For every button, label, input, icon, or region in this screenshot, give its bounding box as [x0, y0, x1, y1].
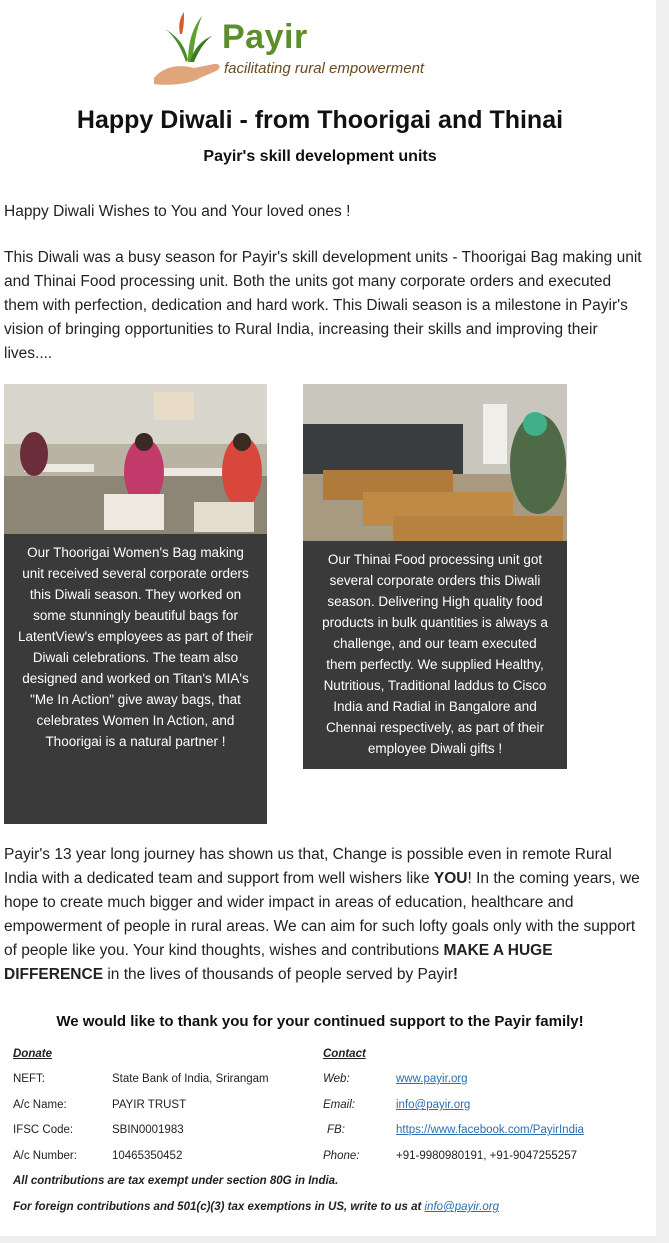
bottom-edge [0, 1236, 656, 1243]
donate-value: SBIN0001983 [112, 1124, 184, 1136]
scrollbar-track[interactable] [656, 0, 669, 1243]
thinai-food-unit-photo [303, 384, 567, 541]
donate-label: A/c Name: [13, 1099, 67, 1111]
contact-label: Phone: [323, 1150, 360, 1162]
payir-logo [150, 4, 490, 90]
greeting-text: Happy Diwali Wishes to You and Your loved ones ! [4, 203, 351, 220]
journey-text-2: ! In the coming years, we hope to create much bigger and wider impact in areas of education, healthcare and empowerment of people in rural areas. We can aim for such lofty goals only with the support of people like you. Your kind thoughts, wishes and contributions [4, 870, 640, 959]
donate-value: 10465350452 [112, 1150, 183, 1162]
donate-label: A/c Number: [13, 1150, 77, 1162]
journey-paragraph [4, 843, 644, 987]
contact-label: Email: [323, 1099, 355, 1111]
journey-you: YOU [433, 870, 468, 887]
page-title: Happy Diwali - from Thoorigai and Thinai [76, 106, 564, 134]
phone-numbers: +91-9980980191, +91-9047255257 [396, 1150, 577, 1162]
donate-label: NEFT: [13, 1073, 45, 1085]
tax-note: All contributions are tax exempt under section 80G in India. [13, 1175, 339, 1187]
journey-text-1: Payir's 13 year long journey has shown us that, Change is possible even in remote Rural India with a dedicated team and support from well wishers like [4, 846, 612, 887]
thanks-heading: We would like to thank you for your continued support to the Payir family! [56, 1013, 584, 1030]
facebook-link[interactable]: https://www.facebook.com/PayirIndia [396, 1124, 584, 1136]
intro-paragraph: This Diwali was a busy season for Payir's skill development units - Thoorigai Bag making unit and Thinai Food processing unit. Both the units got many corporate orders and executed them with perfection, dedication and hard work. This Diwali season is a milestone in Payir's vision of bringing opportunities to Rural India, increasing their skills and improving their lives.... [4, 249, 642, 362]
page-subtitle: Payir's skill development units [203, 148, 437, 165]
foreign-contrib-note [13, 1201, 499, 1213]
thoorigai-caption: Our Thoorigai Women's Bag making unit received several corporate orders this Diwali season. They worked on some stunningly beautiful bags for LatentView's employees as part of their Diwali celebrations. The team also designed and worked on Titan's MIA's "Me In Action" give away bags, that celebrates Women In Action, and Thoorigai is a natural partner ! [4, 534, 267, 824]
thinai-caption: Our Thinai Food processing unit got several corporate orders this Diwali season. Delivering High quality food products in bulk quantities is always a challenge, and our team executed them perfectly. We supplied Healthy, Nutritious, Traditional laddus to Cisco India and Radial in Bangalore and Chennai respectively, as part of their employee Diwali gifts ! [303, 541, 567, 769]
foreign-note-text: For foreign contributions and 501(c)(3) tax exemptions in US, write to us at [13, 1201, 425, 1213]
sprout-hand-icon [150, 4, 230, 90]
contact-label: Web: [323, 1073, 350, 1085]
donate-heading: Donate [13, 1048, 52, 1060]
contact-heading: Contact [323, 1048, 366, 1060]
website-link[interactable]: www.payir.org [396, 1073, 468, 1085]
thoorigai-bag-unit-photo [4, 384, 267, 534]
email-link[interactable]: info@payir.org [396, 1099, 471, 1111]
contact-label: FB: [327, 1124, 345, 1136]
donate-value: PAYIR TRUST [112, 1099, 187, 1111]
logo-tagline: facilitating rural empowerment [224, 60, 425, 77]
journey-emphasis: MAKE A HUGE DIFFERENCE [4, 942, 553, 983]
foreign-email-link[interactable]: info@payir.org [424, 1201, 500, 1213]
logo-name: Payir [222, 18, 308, 56]
journey-end: ! [452, 966, 459, 983]
donate-value: State Bank of India, Srirangam [112, 1073, 269, 1085]
donate-label: IFSC Code: [13, 1124, 74, 1136]
journey-text-3: in the lives of thousands of people served by Payir [103, 966, 453, 983]
